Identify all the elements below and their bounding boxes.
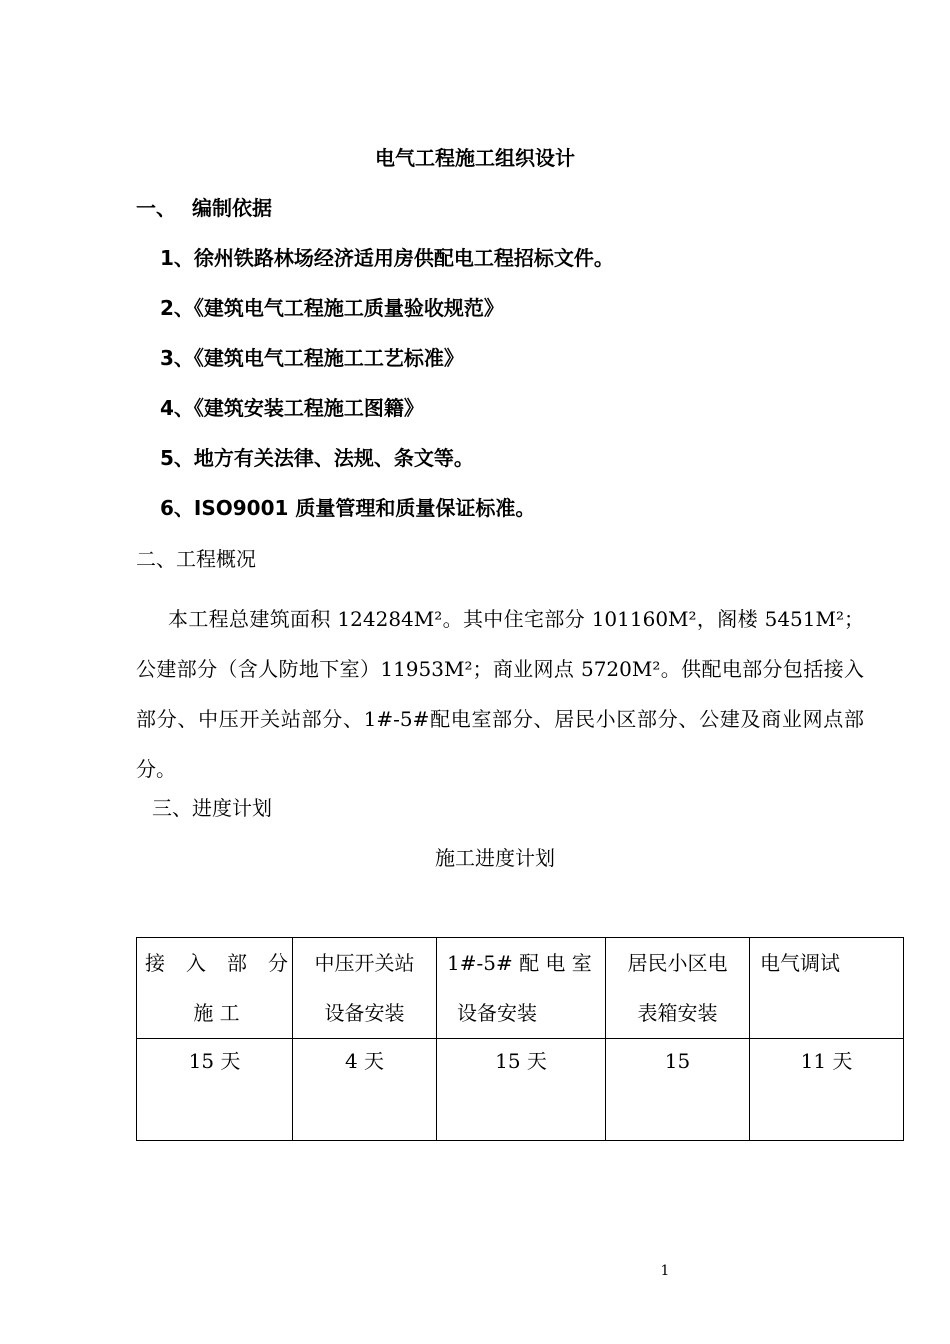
table-row bbox=[137, 1039, 904, 1141]
duration-cell: 11 天 bbox=[750, 1039, 904, 1141]
header-cell bbox=[137, 938, 293, 1039]
header-line-1: 电气调试 bbox=[760, 951, 840, 975]
basis-item: 1、徐州铁路林场经济适用房供配电工程招标文件。 bbox=[160, 246, 614, 270]
duration-cell: 15 天 bbox=[137, 1039, 293, 1141]
section1-title: 编制依据 bbox=[192, 196, 272, 220]
duration-cell: 4 天 bbox=[293, 1039, 437, 1141]
header-line-1: 接 入 部 分 bbox=[145, 951, 288, 975]
section2-heading: 二、工程概况 bbox=[136, 547, 256, 571]
page-number: 1 bbox=[660, 1263, 670, 1279]
basis-item: 2、《建筑电气工程施工质量验收规范》 bbox=[160, 296, 504, 320]
basis-item: 3、《建筑电气工程施工工艺标准》 bbox=[160, 346, 464, 370]
basis-item: 6、ISO9001 质量管理和质量保证标准。 bbox=[160, 496, 536, 520]
header-line-2: 表箱安装 bbox=[637, 1001, 718, 1025]
basis-item: 5、地方有关法律、法规、条文等。 bbox=[160, 446, 474, 470]
header-cell bbox=[750, 938, 904, 1039]
document-title: 电气工程施工组织设计 bbox=[375, 146, 575, 170]
table-header-row bbox=[137, 938, 904, 1039]
header-line-2: 设备安装 bbox=[324, 1001, 405, 1025]
header-cell bbox=[293, 938, 437, 1039]
header-line-2: 设备安装 bbox=[457, 1001, 537, 1025]
duration-cell: 15 bbox=[606, 1039, 750, 1141]
basis-list bbox=[160, 243, 614, 543]
header-line-1: 1#-5# 配 电 室 bbox=[447, 951, 592, 975]
header-line-2: 施 工 bbox=[193, 1001, 240, 1025]
section1-number: 一、 bbox=[136, 196, 176, 220]
project-overview-paragraph: 本工程总建筑面积 124284M²。其中住宅部分 101160M²，阁楼 5451M²；公建部分（含人防地下室）11953M²；商业网点 5720M²。供配电部分包括接入部分、中压开关站部分、1#-5#配电室部分、居民小区部分、公建及商业网点部分。 bbox=[136, 607, 864, 781]
section1-heading bbox=[136, 193, 272, 223]
duration-cell: 15 天 bbox=[437, 1039, 606, 1141]
basis-item: 4、《建筑安装工程施工图籍》 bbox=[160, 396, 424, 420]
schedule-table bbox=[136, 937, 904, 1141]
header-line-1: 中压开关站 bbox=[314, 951, 415, 975]
section3-heading: 三、进度计划 bbox=[152, 796, 272, 820]
header-cell bbox=[606, 938, 750, 1039]
table-caption: 施工进度计划 bbox=[435, 846, 555, 870]
header-line-1: 居民小区电 bbox=[627, 951, 728, 975]
header-cell bbox=[437, 938, 606, 1039]
